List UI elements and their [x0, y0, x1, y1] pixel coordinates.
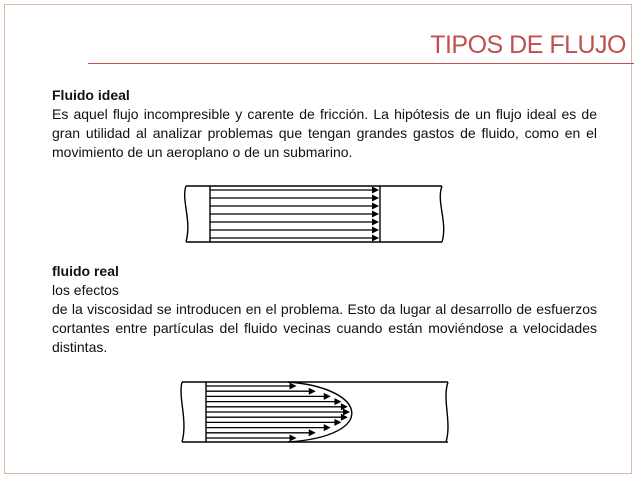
real-flow-arrow-head — [309, 429, 316, 436]
real-flow-arrow-head — [290, 383, 297, 390]
real-fluid-heading: fluido real — [52, 263, 119, 279]
title-underline — [88, 63, 634, 64]
real-flow-arrow-head — [334, 398, 341, 405]
ideal-flow-arrow-head — [372, 227, 379, 234]
ideal-flow-arrow-head — [372, 219, 379, 226]
ideal-flow-diagram — [180, 180, 452, 248]
ideal-flow-arrow-head — [372, 211, 379, 218]
real-fluid-body: de la viscosidad se introducen en el problema. Esto da lugar al desarrollo de esfuerzos cortantes entre partículas del fluido vecinas cuando están moviéndose a velocidades distintas. — [52, 301, 597, 355]
real-flow-arrow-head — [290, 435, 297, 442]
real-flow-arrow-head — [343, 409, 350, 416]
slide-title: TIPOS DE FLUJO — [430, 31, 626, 59]
ideal-fluid-section — [52, 86, 597, 162]
real-flow-arrow-head — [309, 388, 316, 395]
real-left-pipe-break — [181, 382, 206, 442]
real-right-pipe-break — [408, 382, 448, 442]
ideal-flow-arrow-head — [372, 195, 379, 202]
real-flow-arrow-head — [324, 424, 331, 431]
real-flow-arrow-head — [324, 393, 331, 400]
ideal-flow-arrow-head — [372, 235, 379, 242]
ideal-flow-arrow-head — [372, 187, 379, 194]
ideal-fluid-heading: Fluido ideal — [52, 87, 130, 103]
real-flow-diagram — [178, 376, 454, 448]
real-fluid-section — [52, 262, 597, 357]
ideal-fluid-body: Es aquel flujo incompresible y carente de fricción. La hipótesis de un flujo ideal es de gran utilidad al analizar problemas que tengan grandes gastos de fluido, como en el movimiento de un aeroplano o de un submarino. — [52, 106, 597, 160]
ideal-flow-arrow-head — [372, 203, 379, 210]
real-fluid-first-line: los efectos — [52, 282, 119, 298]
ideal-left-pipe-break — [185, 186, 210, 242]
ideal-right-pipe-break — [380, 186, 444, 242]
real-flow-arrow-head — [334, 419, 341, 426]
